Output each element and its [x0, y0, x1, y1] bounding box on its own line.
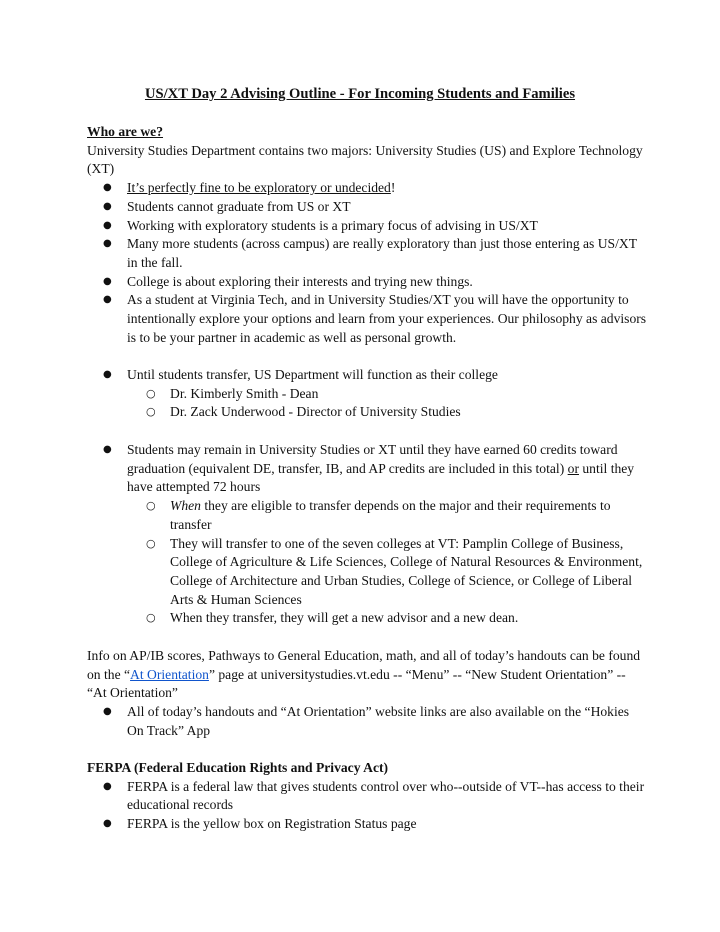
- section-who-are-we: [87, 123, 647, 347]
- sub-list: [127, 385, 647, 422]
- bullet-list: [87, 441, 647, 628]
- underlined-text: It’s perfectly fine to be exploratory or undecided: [127, 180, 391, 196]
- list-item: ● FERPA is the yellow box on Registration Status page: [87, 815, 647, 834]
- bullet-list: [87, 179, 647, 347]
- bullet-list: [87, 778, 647, 834]
- list-item: ● Students cannot graduate from US or XT: [87, 198, 647, 217]
- list-item: ● Students may remain in University Studies or XT until they have earned 60 credits toward graduation (equivalent DE, transfer, IB, and AP credits are included in this total) or until they have attempted 72 hours ○ When they are eligible to transfer depends on the major and their requirements to transfer ○ They will transfer to one of the seven colleges at VT: Pamplin College of Business, College of Agriculture & Life Sciences, College of Natural Resources & Environment, College of Architecture and Urban Studies, College of Science, or College of Liberal Arts & Human Sciences ○ When they transfer, they will get a new advisor and a new dean.: [87, 441, 647, 628]
- section-info: [87, 647, 647, 741]
- section-heading: Who are we?: [87, 124, 164, 139]
- emphasis-text: When: [170, 498, 201, 514]
- sub-list-item: ○ They will transfer to one of the seven colleges at VT: Pamplin College of Business, College of Agriculture & Life Sciences, College of Natural Resources & Environment, College of Architecture and Urban Studies, College of Science, or College of Liberal Arts & Human Sciences: [127, 535, 647, 610]
- intro-paragraph: University Studies Department contains two majors: University Studies (US) and Explore Technology (XT): [87, 142, 643, 177]
- sub-list-item: ○ When they transfer, they will get a new advisor and a new dean.: [127, 609, 647, 628]
- list-item: ● All of today’s handouts and “At Orientation” website links are also available on the “Hokies On Track” App: [87, 703, 647, 740]
- list-item: ● Many more students (across campus) are really exploratory than just those entering as US/XT in the fall.: [87, 235, 647, 272]
- at-orientation-link[interactable]: At Orientation: [130, 666, 209, 682]
- list-item: ● As a student at Virginia Tech, and in University Studies/XT you will have the opportunity to intentionally explore your options and learn from your experiences. Our philosophy as advisors is to be your partner in academic as well as personal growth.: [87, 291, 647, 347]
- list-item: ● FERPA is a federal law that gives students control over who--outside of VT--has access to their educational records: [87, 778, 647, 815]
- list-item: ● Until students transfer, US Department will function as their college ○ Dr. Kimberly Smith - Dean ○ Dr. Zack Underwood - Director of University Studies: [87, 366, 647, 422]
- section-ferpa: [87, 759, 647, 834]
- info-paragraph: Info on AP/IB scores, Pathways to General Education, math, and all of today’s handouts can be found on the “At Orientation” page at universitystudies.vt.edu -- “Menu” -- “New Student Orientation” -- “At Orientation”: [87, 648, 641, 701]
- sub-list-item: ○ Dr. Zack Underwood - Director of University Studies: [127, 403, 647, 422]
- bullet-list: [87, 366, 647, 422]
- sub-list: [127, 497, 647, 628]
- page-title: US/XT Day 2 Advising Outline - For Incoming Students and Families: [144, 86, 576, 102]
- sub-list-item: ○ Dr. Kimberly Smith - Dean: [127, 385, 647, 404]
- sub-list-item: ○ When they are eligible to transfer depends on the major and their requirements to transfer: [127, 497, 647, 534]
- underlined-or: or: [567, 460, 579, 476]
- section-college: [87, 366, 647, 422]
- list-item: ● Working with exploratory students is a primary focus of advising in US/XT: [87, 217, 647, 236]
- list-item: ● College is about exploring their interests and trying new things.: [87, 273, 647, 292]
- list-item: ● It’s perfectly fine to be exploratory or undecided!: [87, 179, 647, 198]
- section-heading: FERPA (Federal Education Rights and Privacy Act): [87, 760, 389, 775]
- bullet-list: [87, 703, 647, 740]
- section-transfer: [87, 441, 647, 628]
